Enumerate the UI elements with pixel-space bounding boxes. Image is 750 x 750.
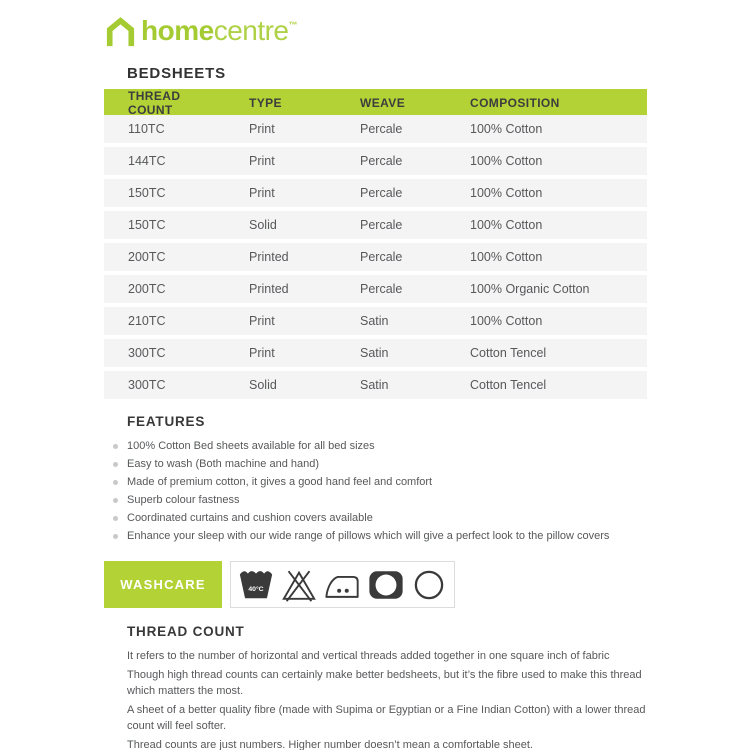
table-cell: Percale xyxy=(360,250,403,264)
table-cell: Print xyxy=(249,314,275,328)
table-row xyxy=(104,275,647,303)
table-cell: Percale xyxy=(360,186,403,200)
thread-count-paragraph: Thread counts are just numbers. Higher number doesn’t mean a comfortable sheet. xyxy=(127,739,533,750)
feature-text: Enhance your sleep with our wide range of pillows which will give a perfect look to the pillow covers xyxy=(127,530,610,542)
table-cell: Print xyxy=(249,186,275,200)
table-row xyxy=(104,307,647,335)
table-cell: 100% Cotton xyxy=(470,218,543,232)
feature-text: Easy to wash (Both machine and hand) xyxy=(127,458,320,470)
table-row xyxy=(104,339,647,367)
table-cell: 144TC xyxy=(128,154,166,168)
table-cell: Cotton Tencel xyxy=(470,346,547,360)
table-header-row xyxy=(104,89,647,115)
feature-text: Made of premium cotton, it gives a good hand feel and comfort xyxy=(127,476,433,488)
bullet-icon xyxy=(113,516,118,521)
feature-text: Superb colour fastness xyxy=(127,494,240,506)
column-header-weave: WEAVE xyxy=(360,96,406,110)
table-cell: Print xyxy=(249,346,275,360)
table-cell: 200TC xyxy=(128,250,166,264)
dry-clean-icon xyxy=(409,566,449,604)
logo-text-centre: centre xyxy=(213,15,289,46)
trademark-symbol: ™ xyxy=(288,20,298,30)
iron-two-dots-icon xyxy=(322,566,362,604)
table-cell: 100% Cotton xyxy=(470,186,543,200)
table-cell: 300TC xyxy=(128,378,166,392)
table-cell: Percale xyxy=(360,122,403,136)
table-row xyxy=(104,115,647,143)
table-cell: Printed xyxy=(249,282,289,296)
logo-text-home: home xyxy=(141,15,214,46)
homecentre-logo xyxy=(104,16,750,48)
table-row xyxy=(104,243,647,271)
thread-count-paragraph: It refers to the number of horizontal and vertical threads added together in one square inch of fabric xyxy=(127,650,610,662)
bullet-icon xyxy=(113,480,118,485)
feature-text: 100% Cotton Bed sheets available for all bed sizes xyxy=(127,440,375,452)
feature-item xyxy=(104,509,750,527)
table-body xyxy=(104,115,647,399)
table-cell: Satin xyxy=(360,346,389,360)
bullet-icon xyxy=(113,444,118,449)
feature-item xyxy=(104,437,750,455)
features-title: FEATURES xyxy=(127,414,206,429)
features-list xyxy=(104,437,750,545)
thread-count-paragraphs xyxy=(127,648,651,750)
table-cell: 300TC xyxy=(128,346,166,360)
thread-count-paragraph: Though high thread counts can certainly make better bedsheets, but it’s the fibre used to make this thread which matters the most. xyxy=(127,669,642,697)
washcare-icons-box xyxy=(230,561,455,608)
table-cell: 100% Cotton xyxy=(470,122,543,136)
table-row xyxy=(104,371,647,399)
thread-count-title: THREAD COUNT xyxy=(127,624,245,639)
column-header-composition: COMPOSITION xyxy=(470,96,560,110)
table-cell: Percale xyxy=(360,218,403,232)
page-title: BEDSHEETS xyxy=(127,65,226,82)
table-row xyxy=(104,147,647,175)
table-cell: Percale xyxy=(360,282,403,296)
wash-40c-icon xyxy=(236,566,276,604)
washcare-section xyxy=(104,561,750,608)
table-cell: 100% Cotton xyxy=(470,314,543,328)
bullet-icon xyxy=(113,498,118,503)
bedsheets-spec-table xyxy=(104,89,647,399)
table-row xyxy=(104,211,647,239)
table-cell: Printed xyxy=(249,250,289,264)
table-row xyxy=(104,179,647,207)
table-cell: 150TC xyxy=(128,186,166,200)
tumble-dry-icon xyxy=(366,566,406,604)
table-cell: 150TC xyxy=(128,218,166,232)
table-cell: 210TC xyxy=(128,314,166,328)
feature-item xyxy=(104,455,750,473)
feature-text: Coordinated curtains and cushion covers available xyxy=(127,512,373,524)
house-icon xyxy=(104,17,137,47)
table-cell: 100% Cotton xyxy=(470,250,543,264)
feature-item xyxy=(104,473,750,491)
table-cell: Satin xyxy=(360,314,389,328)
table-cell: Solid xyxy=(249,378,277,392)
table-cell: Percale xyxy=(360,154,403,168)
table-cell: Satin xyxy=(360,378,389,392)
do-not-bleach-icon xyxy=(279,566,319,604)
table-cell: Cotton Tencel xyxy=(470,378,547,392)
column-header-thread-count: THREAD COUNT xyxy=(128,89,181,117)
washcare-label: WASHCARE xyxy=(104,561,222,608)
table-cell: Print xyxy=(249,154,275,168)
table-cell: 100% Organic Cotton xyxy=(470,282,590,296)
bullet-icon xyxy=(113,534,118,539)
feature-item xyxy=(104,527,750,545)
table-cell: 100% Cotton xyxy=(470,154,543,168)
column-header-type: TYPE xyxy=(249,96,282,110)
table-cell: Print xyxy=(249,122,275,136)
bullet-icon xyxy=(113,462,118,467)
table-cell: 110TC xyxy=(128,122,165,136)
svg-text:40°C: 40°C xyxy=(248,585,264,593)
feature-item xyxy=(104,491,750,509)
table-cell: Solid xyxy=(249,218,277,232)
table-cell: 200TC xyxy=(128,282,166,296)
thread-count-paragraph: A sheet of a better quality fibre (made with Supima or Egyptian or a Fine Indian Cotton) with a lower thread count will feel softer. xyxy=(127,704,646,732)
